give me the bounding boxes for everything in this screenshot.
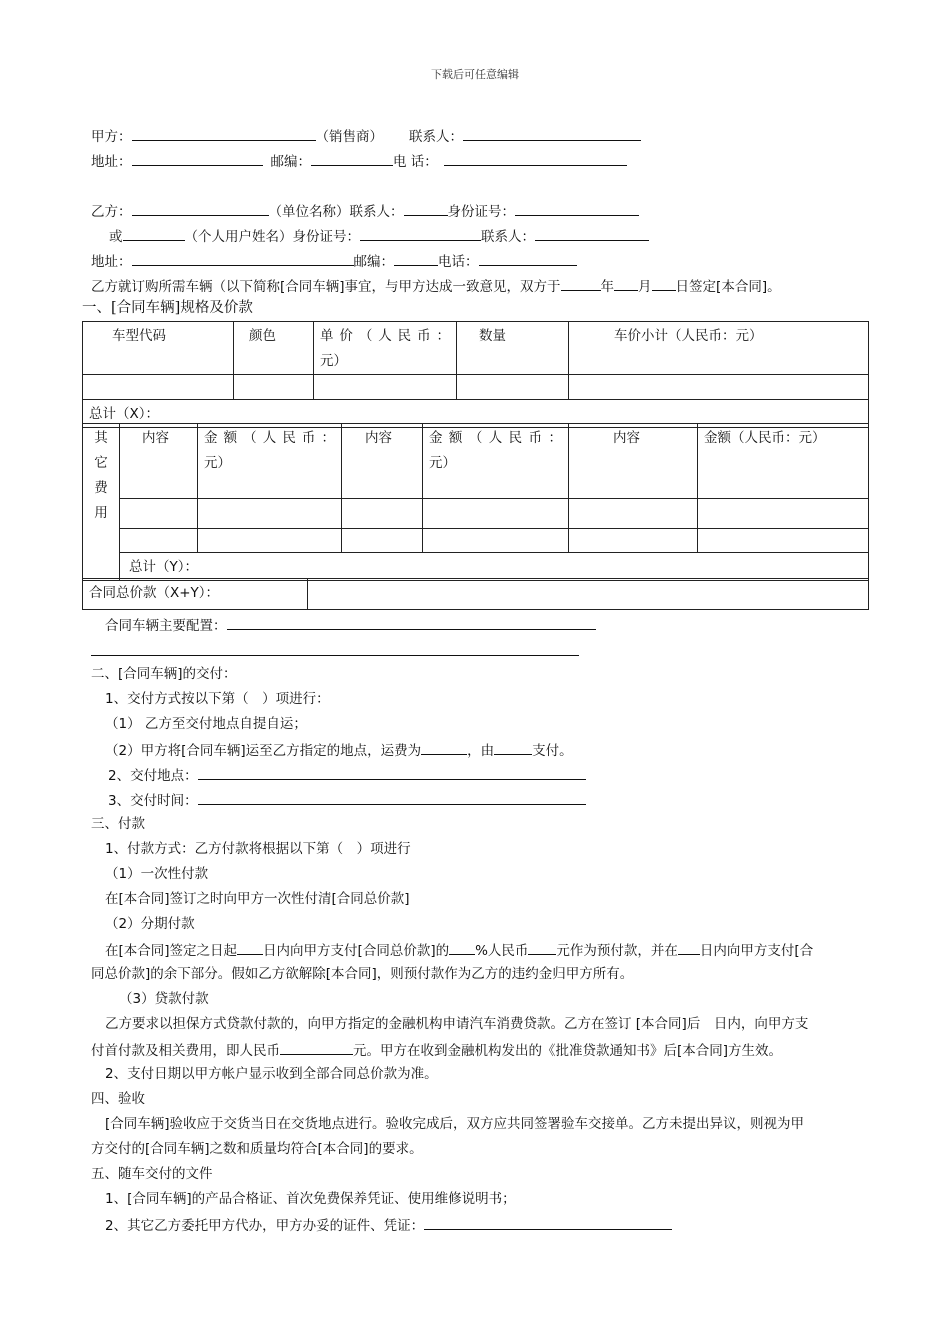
delivery-time-field[interactable] bbox=[198, 790, 586, 805]
header-unit-price: 单 价 （ 人 民 币 ：元） bbox=[314, 322, 457, 375]
payment-date-note: 2、支付日期以甲方帐户显示收到全部合同总价款为准。 bbox=[105, 1066, 438, 1082]
documents-item-1: 1、[合同车辆]的产品合格证、首次免费保养凭证、使用维修说明书； bbox=[105, 1191, 516, 1207]
payment-option-2-line-1 bbox=[105, 940, 813, 960]
down-payment-field[interactable] bbox=[280, 1040, 353, 1055]
personal-suffix: （个人用户姓名）身份证号： bbox=[184, 229, 360, 245]
payment-option-2-line-2: 同总价款]的余下部分。假如乙方欲解除[本合同]，则预付款作为乙方的违约金归甲方所有。 bbox=[91, 966, 634, 982]
address-field-2[interactable] bbox=[132, 251, 354, 266]
party-b-address-line bbox=[91, 251, 577, 271]
acceptance-line-1: [合同车辆]验收应于交货当日在交货地点进行。验收完成后，双方应共同签署验车交接单。乙方未提出异议，则视为甲 bbox=[105, 1116, 805, 1132]
loan-text-b: 元。甲方在收到金融机构发出的《批准贷款通知书》后[本合同]方生效。 bbox=[353, 1043, 783, 1059]
installment-text-d: 元作为预付款，并在 bbox=[556, 943, 678, 959]
payment-option-2-title: （2）分期付款 bbox=[105, 916, 195, 932]
other-cell[interactable] bbox=[569, 529, 698, 553]
other-header-amount-3: 金额（人民币：元） bbox=[698, 424, 869, 499]
delivery-time-line bbox=[108, 790, 586, 810]
installment-days-2-field[interactable] bbox=[678, 940, 700, 955]
documents-item-2-line bbox=[105, 1215, 672, 1235]
delivery-place-label: 2、交付地点： bbox=[108, 768, 198, 784]
postcode-field[interactable] bbox=[311, 151, 393, 166]
year-field[interactable] bbox=[561, 276, 601, 291]
installment-text-a: 在[本合同]签定之日起 bbox=[105, 943, 238, 959]
cell-quantity[interactable] bbox=[457, 375, 569, 400]
config-field-line-2[interactable] bbox=[91, 655, 579, 656]
delivery-option-2-text: （2）甲方将[合同车辆]运至乙方指定的地点，运费为 bbox=[105, 743, 422, 759]
section-5-title: 五、随车交付的文件 bbox=[91, 1166, 213, 1182]
header-subtotal: 车价小计（人民币：元） bbox=[569, 322, 869, 375]
other-cell[interactable] bbox=[120, 499, 198, 529]
other-cell[interactable] bbox=[569, 499, 698, 529]
personal-contact-field[interactable] bbox=[535, 226, 649, 241]
other-cell[interactable] bbox=[120, 529, 198, 553]
section-2-title: 二、[合同车辆]的交付： bbox=[91, 666, 237, 682]
party-a-suffix: （销售商） bbox=[315, 129, 383, 145]
other-cell[interactable] bbox=[342, 529, 423, 553]
other-cell[interactable] bbox=[198, 529, 342, 553]
installment-text-e: 日内向甲方支付[合 bbox=[699, 943, 814, 959]
phone-field[interactable] bbox=[444, 151, 627, 166]
id-field[interactable] bbox=[515, 201, 639, 216]
cell-model-code[interactable] bbox=[83, 375, 234, 400]
payment-option-3-title: （3）贷款付款 bbox=[119, 991, 209, 1007]
other-cell[interactable] bbox=[698, 529, 869, 553]
phone-field-2[interactable] bbox=[479, 251, 577, 266]
delivery-time-label: 3、交付时间： bbox=[108, 793, 198, 809]
party-b-line bbox=[91, 201, 639, 221]
header-note: 下载后可任意编辑 bbox=[431, 68, 519, 81]
header-quantity: 数量 bbox=[457, 322, 569, 375]
phone-label-2: 电话： bbox=[438, 254, 479, 270]
freight-field[interactable] bbox=[421, 740, 467, 755]
total-y: 总计（Y）： bbox=[120, 553, 869, 581]
party-a-line bbox=[91, 126, 641, 146]
delivery-option-1: （1） 乙方至交付地点自提自运； bbox=[105, 716, 307, 732]
delivery-option-2-by: ，由 bbox=[467, 743, 495, 759]
contract-total-label: 合同总价款（X+Y）： bbox=[83, 579, 308, 610]
total-x: 总计（X）： bbox=[83, 400, 869, 428]
postcode-label: 邮编： bbox=[270, 154, 311, 170]
section-3-title: 三、付款 bbox=[91, 816, 145, 832]
delivery-method: 1、交付方式按以下第（ ）项进行： bbox=[105, 691, 330, 707]
delivery-place-field[interactable] bbox=[198, 765, 586, 780]
day-sign-label: 日签定[本合同]。 bbox=[675, 279, 781, 295]
installment-text-b: 日内向甲方支付[合同总价款]的 bbox=[263, 943, 450, 959]
delivery-option-2-pay: 支付。 bbox=[532, 743, 573, 759]
contact-field[interactable] bbox=[463, 126, 641, 141]
personal-line bbox=[109, 226, 649, 246]
party-b-label: 乙方： bbox=[91, 204, 132, 220]
delivery-place-line bbox=[108, 765, 586, 785]
other-header-amount-2: 金 额 （ 人 民 币 ：元） bbox=[423, 424, 569, 499]
month-field[interactable] bbox=[614, 276, 638, 291]
other-header-content-3: 内容 bbox=[569, 424, 698, 499]
other-cell[interactable] bbox=[198, 499, 342, 529]
payment-option-3-line-1: 乙方要求以担保方式贷款付款的，向甲方指定的金融机构申请汽车消费贷款。乙方在签订 [本合同]后 日内，向甲方支 bbox=[105, 1016, 809, 1032]
contract-total-value[interactable] bbox=[308, 579, 869, 610]
payment-method: 1、付款方式：乙方付款将根据以下第（ ）项进行 bbox=[105, 841, 411, 857]
personal-id-field[interactable] bbox=[360, 226, 481, 241]
vehicle-spec-table bbox=[82, 321, 869, 428]
payment-option-1-text: 在[本合同]签订之时向甲方一次性付清[合同总价款] bbox=[105, 891, 410, 907]
cell-color[interactable] bbox=[234, 375, 314, 400]
contract-total-table bbox=[82, 578, 869, 610]
config-label: 合同车辆主要配置： bbox=[105, 618, 227, 634]
month-label: 月 bbox=[638, 279, 652, 295]
intro-text: 乙方就订购所需车辆（以下简称[合同车辆]事宜，与甲方达成一致意见，双方于 bbox=[91, 279, 561, 295]
address-label: 地址： bbox=[91, 154, 132, 170]
other-header-amount-1: 金 额 （ 人 民 币 ：元） bbox=[198, 424, 342, 499]
party-b-field[interactable] bbox=[132, 201, 269, 216]
installment-percent-field[interactable] bbox=[449, 940, 475, 955]
phone-label: 电 话： bbox=[393, 154, 438, 170]
cell-subtotal[interactable] bbox=[569, 375, 869, 400]
other-cell[interactable] bbox=[342, 499, 423, 529]
party-a-label: 甲方： bbox=[91, 129, 132, 145]
other-cell[interactable] bbox=[423, 529, 569, 553]
party-b-suffix: （单位名称）联系人： bbox=[268, 204, 404, 220]
personal-name-field[interactable] bbox=[123, 226, 185, 241]
section-1-title: 一、[合同车辆]规格及价款 bbox=[82, 300, 253, 316]
installment-amount-field[interactable] bbox=[528, 940, 556, 955]
address-label-2: 地址： bbox=[91, 254, 132, 270]
address-field[interactable] bbox=[132, 151, 263, 166]
section-4-title: 四、验收 bbox=[91, 1091, 145, 1107]
party-b-contact-field[interactable] bbox=[404, 201, 448, 216]
payer-field[interactable] bbox=[494, 740, 532, 755]
postcode-field-2[interactable] bbox=[394, 251, 438, 266]
or-label: 或 bbox=[109, 229, 123, 245]
loan-text-a: 付首付款及相关费用，即人民币 bbox=[91, 1043, 280, 1059]
documents-field[interactable] bbox=[424, 1215, 672, 1230]
header-model-code: 车型代码 bbox=[83, 322, 234, 375]
other-fees-label: 其它费用 bbox=[83, 424, 120, 581]
other-cell[interactable] bbox=[698, 499, 869, 529]
config-line bbox=[105, 615, 596, 635]
installment-text-c: %人民币 bbox=[475, 943, 529, 959]
payment-option-1-title: （1）一次性付款 bbox=[105, 866, 209, 882]
other-cell[interactable] bbox=[423, 499, 569, 529]
id-label: 身份证号： bbox=[447, 204, 515, 220]
delivery-option-2 bbox=[105, 740, 573, 760]
payment-option-3-line-2 bbox=[91, 1040, 782, 1060]
year-label: 年 bbox=[600, 279, 615, 295]
other-header-content-2: 内容 bbox=[342, 424, 423, 499]
postcode-label-2: 邮编： bbox=[353, 254, 394, 270]
cell-unit-price[interactable] bbox=[314, 375, 457, 400]
intro-line bbox=[91, 276, 781, 296]
contact-label: 联系人： bbox=[409, 129, 463, 145]
party-a-field[interactable] bbox=[132, 126, 316, 141]
documents-item-2: 2、其它乙方委托甲方代办，甲方办妥的证件、凭证： bbox=[105, 1218, 425, 1234]
acceptance-line-2: 方交付的[合同车辆]之数和质量均符合[本合同]的要求。 bbox=[91, 1141, 423, 1157]
header-color: 颜色 bbox=[234, 322, 314, 375]
day-field[interactable] bbox=[652, 276, 676, 291]
config-field[interactable] bbox=[227, 615, 596, 630]
other-header-content-1: 内容 bbox=[120, 424, 198, 499]
installment-days-field[interactable] bbox=[237, 940, 263, 955]
contact-label-2: 联系人： bbox=[481, 229, 535, 245]
other-fees-table bbox=[82, 423, 869, 581]
party-a-address-line bbox=[91, 151, 627, 171]
